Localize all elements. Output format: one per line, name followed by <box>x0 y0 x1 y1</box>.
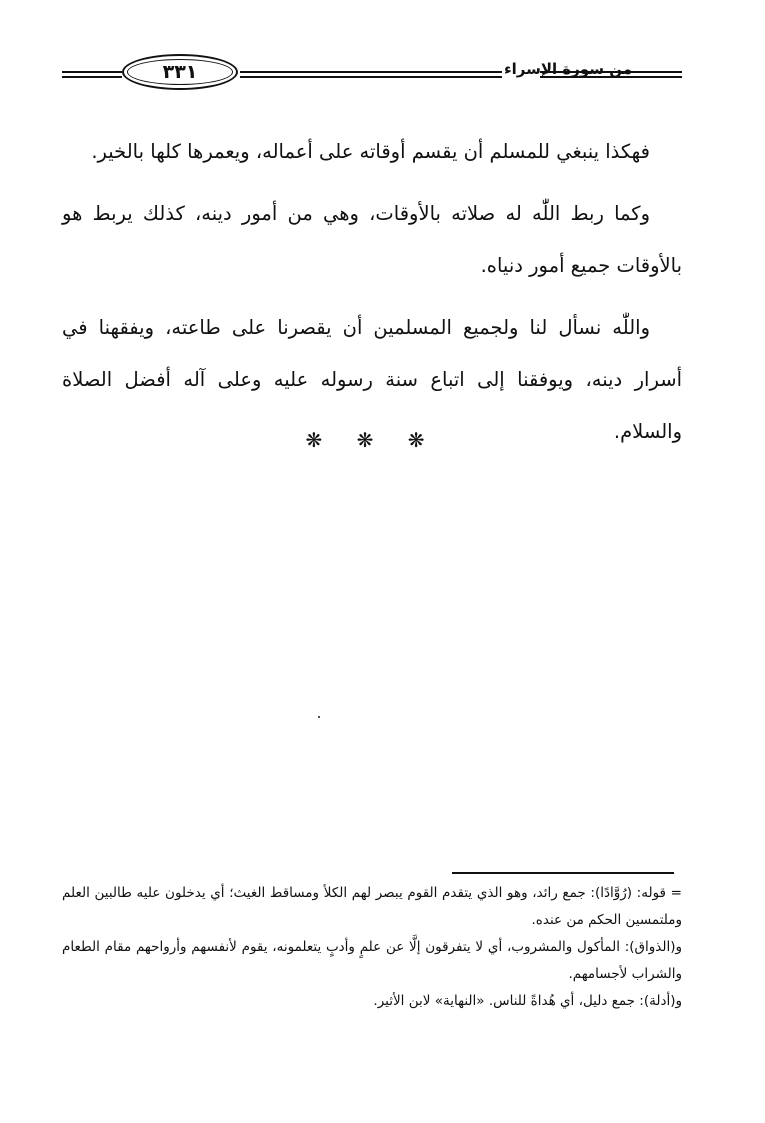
running-header <box>62 52 682 96</box>
footnote-rule <box>452 872 674 874</box>
print-speck <box>318 716 320 718</box>
page-number: ٣٣١ <box>122 54 238 90</box>
footnote: و(أدلة): جمع دليل، أي هُداةً للناس. «النهاية» لابن الأثير. <box>373 993 682 1009</box>
paragraph: واللّٰه نسأل لنا ولجميع المسلمين أن يقصرنا على طاعته، ويفقهنا في أسرار دينه، ويوفقنا إلى اتباع سنة رسوله عليه وعلى آله أفضل الصلاة والسلام. <box>62 316 682 443</box>
footnotes <box>62 880 682 1015</box>
paragraph: فهكذا ينبغي للمسلم أن يقسم أوقاته على أعماله، ويعمرها كلها بالخير. <box>91 140 650 163</box>
surah-title: من سورة الإسراء <box>503 60 633 78</box>
section-separator: ❋ ❋ ❋ <box>305 428 439 452</box>
footnote: و(الذواق): المأكول والمشروب، أي لا يتفرقون إلَّا عن علمٍ وأدبٍ يتعلمونه، يقوم لأنفسهم وأرواحهم مقام الطعام والشراب لأجسامهم. <box>62 939 682 982</box>
main-text <box>62 126 682 468</box>
header-rule-middle <box>240 71 502 78</box>
paragraph: وكما ربط اللّٰه له صلاته بالأوقات، وهي من أمور دينه، كذلك يربط هو بالأوقات جميع أمور دنياه. <box>62 202 682 277</box>
header-rule-left <box>62 71 122 78</box>
footnote: = قوله: (رُوَّادًا): جمع رائد، وهو الذي يتقدم القوم يبصر لهم الكلأ ومساقط الغيث؛ أي يدخلون عليه طالبين العلم وملتمسين الحكم من عنده. <box>62 885 682 928</box>
